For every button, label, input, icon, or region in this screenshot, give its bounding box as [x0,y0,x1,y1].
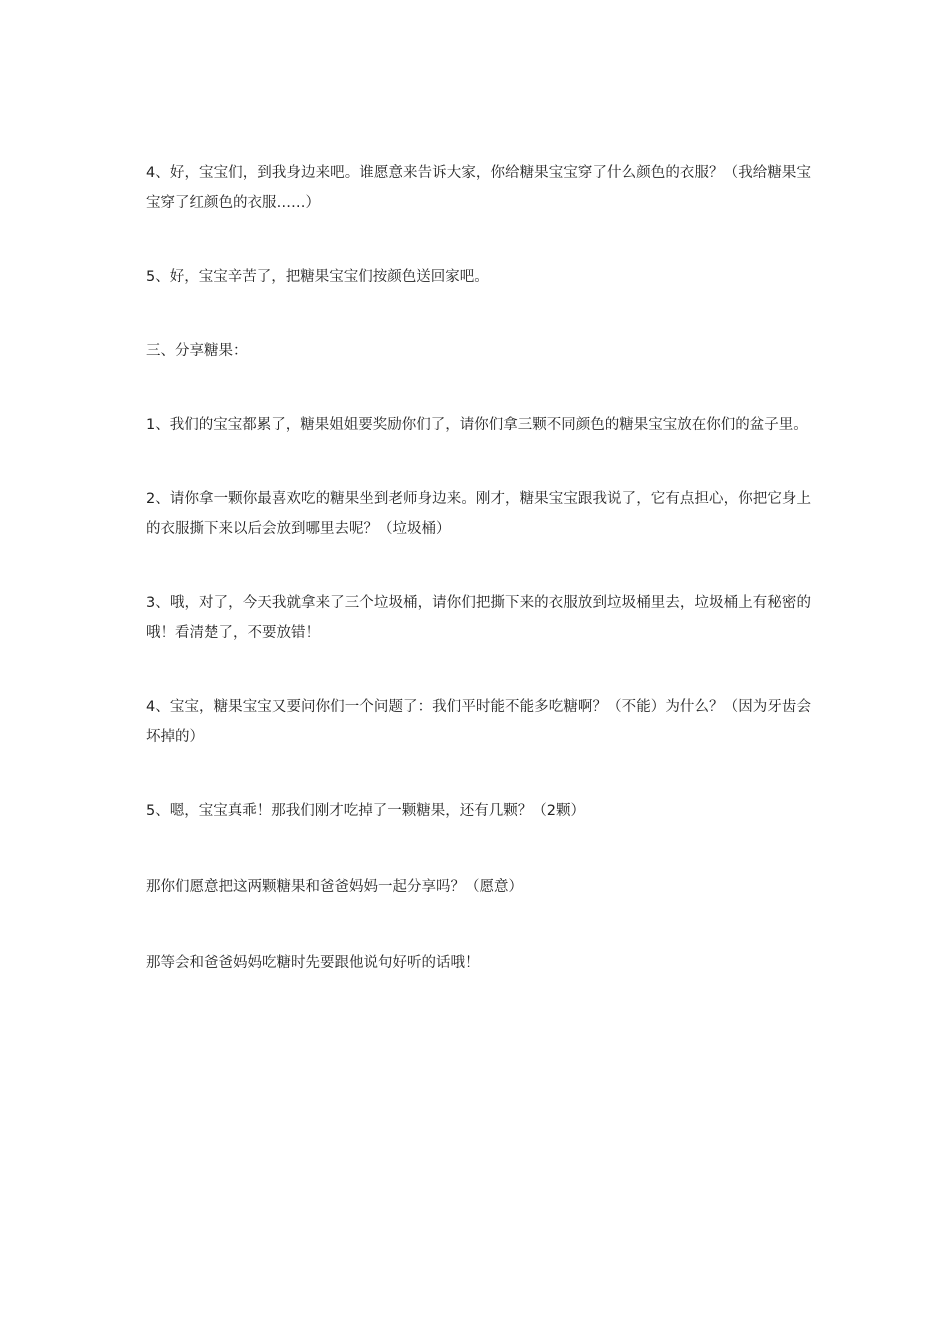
paragraph-share-1: 1、我们的宝宝都累了，糖果姐姐要奖励你们了，请你们拿三颗不同颜色的糖果宝宝放在你们的盆子里。 [146,417,808,433]
paragraph-step-5-send-home: 5、好，宝宝辛苦了，把糖果宝宝们按颜色送回家吧。 [146,269,489,285]
paragraph-share-3: 3、哦，对了，今天我就拿来了三个垃圾桶，请你们把撕下来的衣服放到垃圾桶里去，垃圾桶上有秘密的哦！看清楚了，不要放错！ [146,595,811,641]
paragraph-closing: 那等会和爸爸妈妈吃糖时先要跟他说句好听的话哦！ [146,955,480,971]
paragraph-step-4-clothes: 4、好，宝宝们，到我身边来吧。谁愿意来告诉大家，你给糖果宝宝穿了什么颜色的衣服？（我给糖果宝宝穿了红颜色的衣服……） [146,165,811,211]
section-heading-share-candy: 三、分享糖果： [146,343,248,359]
document-page [146,158,811,978]
paragraph-share-4: 4、宝宝，糖果宝宝又要问你们一个问题了：我们平时能不能多吃糖啊？（不能）为什么？（因为牙齿会坏掉的） [146,699,811,745]
paragraph-share-2: 2、请你拿一颗你最喜欢吃的糖果坐到老师身边来。刚才，糖果宝宝跟我说了，它有点担心，你把它身上的衣服撕下来以后会放到哪里去呢？（垃圾桶） [146,491,811,537]
paragraph-share-5: 5、嗯，宝宝真乖！那我们刚才吃掉了一颗糖果，还有几颗？（2颗） [146,803,585,819]
paragraph-share-with-parents: 那你们愿意把这两颗糖果和爸爸妈妈一起分享吗？（愿意） [146,879,523,895]
